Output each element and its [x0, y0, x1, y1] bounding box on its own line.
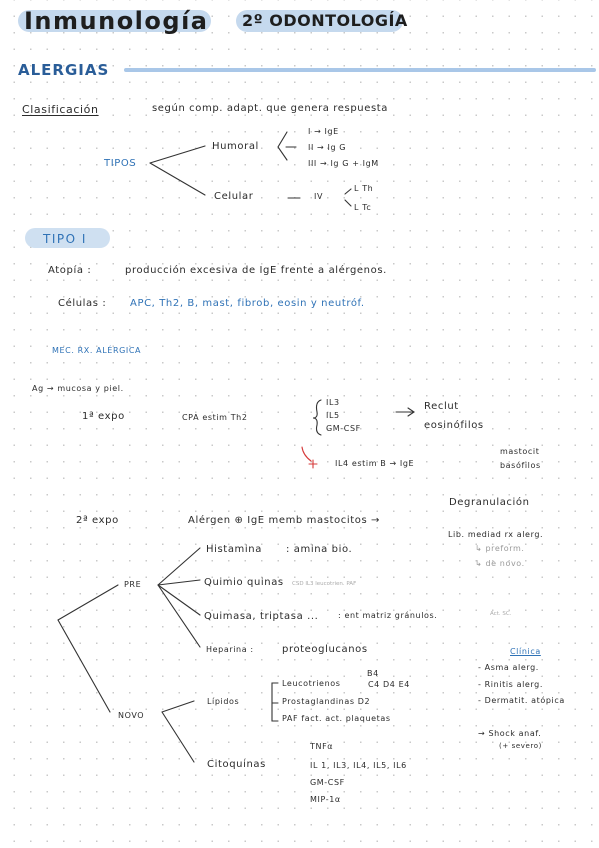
celular-label: Celular	[214, 191, 254, 202]
expo1-label: 1ª expo	[82, 411, 125, 422]
section-title: ALERGIAS	[18, 61, 110, 79]
lipidos-paf: PAF fact. act. plaquetas	[282, 714, 391, 723]
tipo1-label: TIPO I	[43, 232, 87, 246]
clinica-asma: - Asma alerg.	[478, 663, 539, 672]
humoral-type-2: II → Ig G	[308, 143, 347, 152]
pre-quimioquinas: Quimio quinas	[204, 577, 284, 588]
page-title: Inmunología	[24, 7, 209, 35]
humoral-type-3: III → Ig G + IgM	[308, 159, 379, 168]
humoral-type-1: I → IgE	[308, 127, 339, 136]
citoquinas-tnf: TNFα	[310, 742, 334, 751]
lib-mediad: Lib. mediad rx alerg.	[448, 530, 544, 539]
lib-denovo: ↳ de novo.	[475, 559, 525, 568]
mec-title: MEC. RX. ALÉRGICA	[52, 346, 142, 355]
celulas-label: Células :	[58, 298, 107, 309]
lipidos-leuco: Leucotrienos	[282, 679, 341, 688]
expo1-cpa: CPA estim Th2	[182, 413, 248, 422]
celulas-text: APC, Th2, B, mast, fibrob, eosin y neutróf.	[130, 298, 365, 309]
clasificacion-desc: según comp. adapt. que genera respuesta	[152, 103, 389, 114]
pre-quimasa: Quimasa, triptasa ...	[204, 611, 319, 622]
course-label: 2º ODONTOLOGÍA	[242, 11, 408, 30]
pre-quimasa-desc: : ent matriz gránulos.	[338, 611, 438, 620]
celular-tc: L Tc	[354, 203, 372, 212]
citoquinas-gmcsf: GM-CSF	[310, 778, 345, 787]
tipos-label: TIPOS	[104, 158, 137, 169]
reclut-eosin: eosinófilos	[424, 420, 484, 431]
clinica-rinitis: - Rinitis alerg.	[478, 680, 543, 689]
celular-type: IV	[314, 192, 324, 201]
clinica-shock-note: (+ severo)	[499, 742, 542, 750]
pre-histamina: Histamina	[206, 544, 262, 555]
clinica-shock: → Shock anaf.	[478, 729, 542, 738]
degranulacion: Degranulación	[449, 497, 530, 508]
citoquinas-mip: MIP-1α	[310, 795, 341, 804]
pre-quimioquinas-note: CSD IL3 leucotrien. PAF	[292, 581, 357, 587]
expo1-il4: IL4 estim B → IgE	[335, 459, 415, 468]
expo2-text: Alérgen ⊕ IgE memb mastocitos →	[188, 515, 381, 526]
pre-quimasa-note: Act. SC.	[490, 611, 512, 617]
clinica-title: Clínica	[510, 647, 541, 656]
expo1-gmcsf: GM-CSF	[326, 424, 361, 433]
atopia-text: producción excesiva de IgE frente a alérgenos.	[125, 265, 387, 276]
pre-label: PRE	[124, 580, 142, 589]
pre-histamina-desc: : amina bio.	[286, 544, 353, 555]
celular-th: L Th	[354, 184, 374, 193]
lib-preform: ↳ preform.	[475, 544, 525, 553]
humoral-label: Humoral	[212, 141, 259, 152]
citoquinas-label: Citoquinas	[207, 759, 266, 770]
pre-heparina: Heparina :	[206, 645, 254, 654]
pre-heparina-desc: proteoglucanos	[282, 644, 368, 655]
novo-label: NOVO	[118, 711, 145, 720]
lipidos-leuco-b4: B4	[367, 669, 379, 678]
clinica-dermatitis: - Dermatit. atópica	[478, 696, 565, 705]
lipidos-leuco-c4: C4 D4 E4	[368, 680, 410, 689]
reclut-label: Reclut	[424, 401, 459, 412]
expo1-basofilos: basófilos	[500, 461, 541, 470]
lipidos-label: Lípidos	[207, 697, 240, 706]
lipidos-prosta: Prostaglandinas D2	[282, 697, 371, 706]
atopia-label: Atopía :	[48, 265, 92, 276]
citoquinas-il: IL 1, IL3, IL4, IL5, IL6	[310, 761, 407, 770]
expo1-il5: IL5	[326, 411, 340, 420]
clasificacion-label: Clasificación	[22, 103, 99, 116]
expo2-label: 2ª expo	[76, 515, 119, 526]
expo1-mastocit: mastocit	[500, 447, 540, 456]
expo1-il3: IL3	[326, 398, 340, 407]
ag-text: Ag → mucosa y piel.	[32, 384, 124, 393]
